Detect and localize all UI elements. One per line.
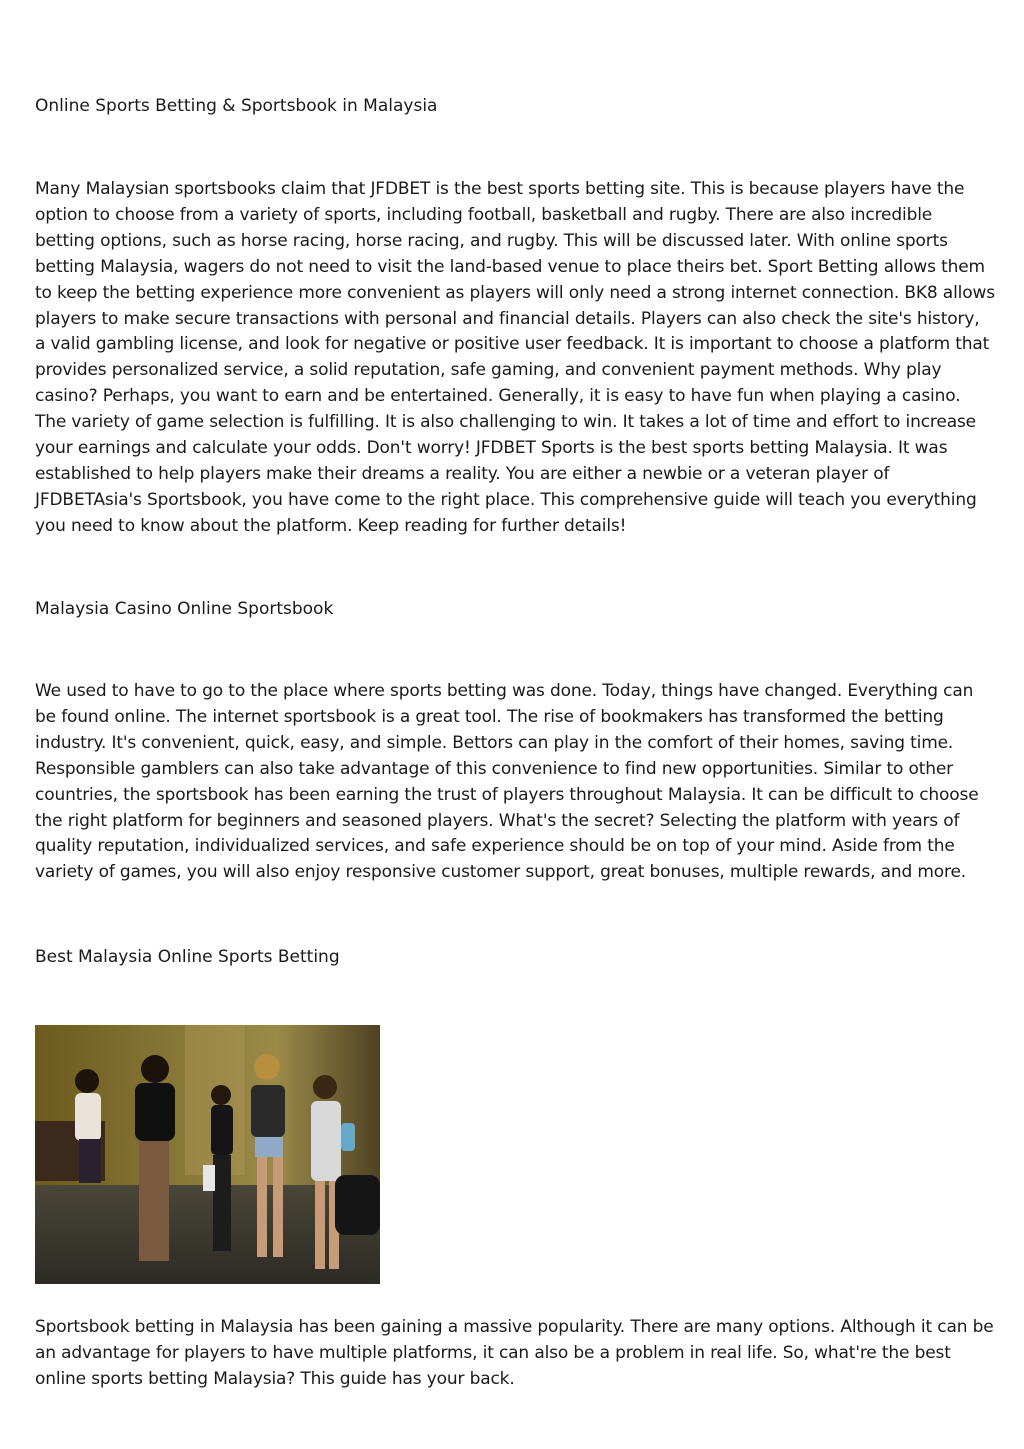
street-night-photo xyxy=(35,1025,380,1284)
paragraph-sportsbook-popularity: Sportsbook betting in Malaysia has been gaining a massive popularity. There are many options. Although it can be an advantage for players to have multiple platforms, it can also be a problem in real life. So, what're the best online sports betting Malaysia? This guide has your back. xyxy=(35,1317,994,1389)
heading-online-sports-betting: Online Sports Betting & Sportsbook in Malaysia xyxy=(35,96,438,116)
paragraph-intro: Many Malaysian sportsbooks claim that JFDBET is the best sports betting site. This is because players have the option to choose from a variety of sports, including football, basketball and rugby. There are also incredible betting options, such as horse racing, horse racing, and rugby. This will be discussed later. With online sports betting Malaysia, wagers do not need to visit the land-based venue to place theirs bet. Sport Betting allows them to keep the betting experience more convenient as players will only need a strong internet connection. BK8 allows players to make secure transactions with personal and financial details. Players can also check the site's history, a valid gambling license, and look for negative or positive user feedback. It is important to choose a platform that provides personalized service, a solid reputation, safe gaming, and convenient payment methods. Why play casino? Perhaps, you want to earn and be entertained. Generally, it is easy to have fun when playing a casino. The variety of game selection is fulfilling. It is also challenging to win. It takes a lot of time and effort to increase your earnings and calculate your odds. Don't worry! JFDBET Sports is the best sports betting Malaysia. It was established to help players make their dreams a reality. You are either a newbie or a veteran player of JFDBETAsia's Sportsbook, you have come to the right place. This comprehensive guide will teach you everything you need to know about the platform. Keep reading for further details! xyxy=(35,179,995,536)
heading-malaysia-casino-online-sportsbook: Malaysia Casino Online Sportsbook xyxy=(35,599,334,619)
paragraph-online-sportsbook: We used to have to go to the place where sports betting was done. Today, things have changed. Everything can be found online. The internet sportsbook is a great tool. The rise of bookmakers has transformed the betting industry. It's convenient, quick, easy, and simple. Bettors can play in the comfort of their homes, saving time. Responsible gamblers can also take advantage of this convenience to find new opportunities. Similar to other countries, the sportsbook has been earning the trust of players throughout Malaysia. It can be difficult to choose the right platform for beginners and seasoned players. What's the secret? Selecting the platform with years of quality reputation, individualized services, and safe experience should be on top of your mind. Aside from the variety of games, you will also enjoy responsive customer support, great bonuses, multiple rewards, and more. xyxy=(35,681,979,883)
heading-best-malaysia-online-sports-betting: Best Malaysia Online Sports Betting xyxy=(35,947,340,967)
